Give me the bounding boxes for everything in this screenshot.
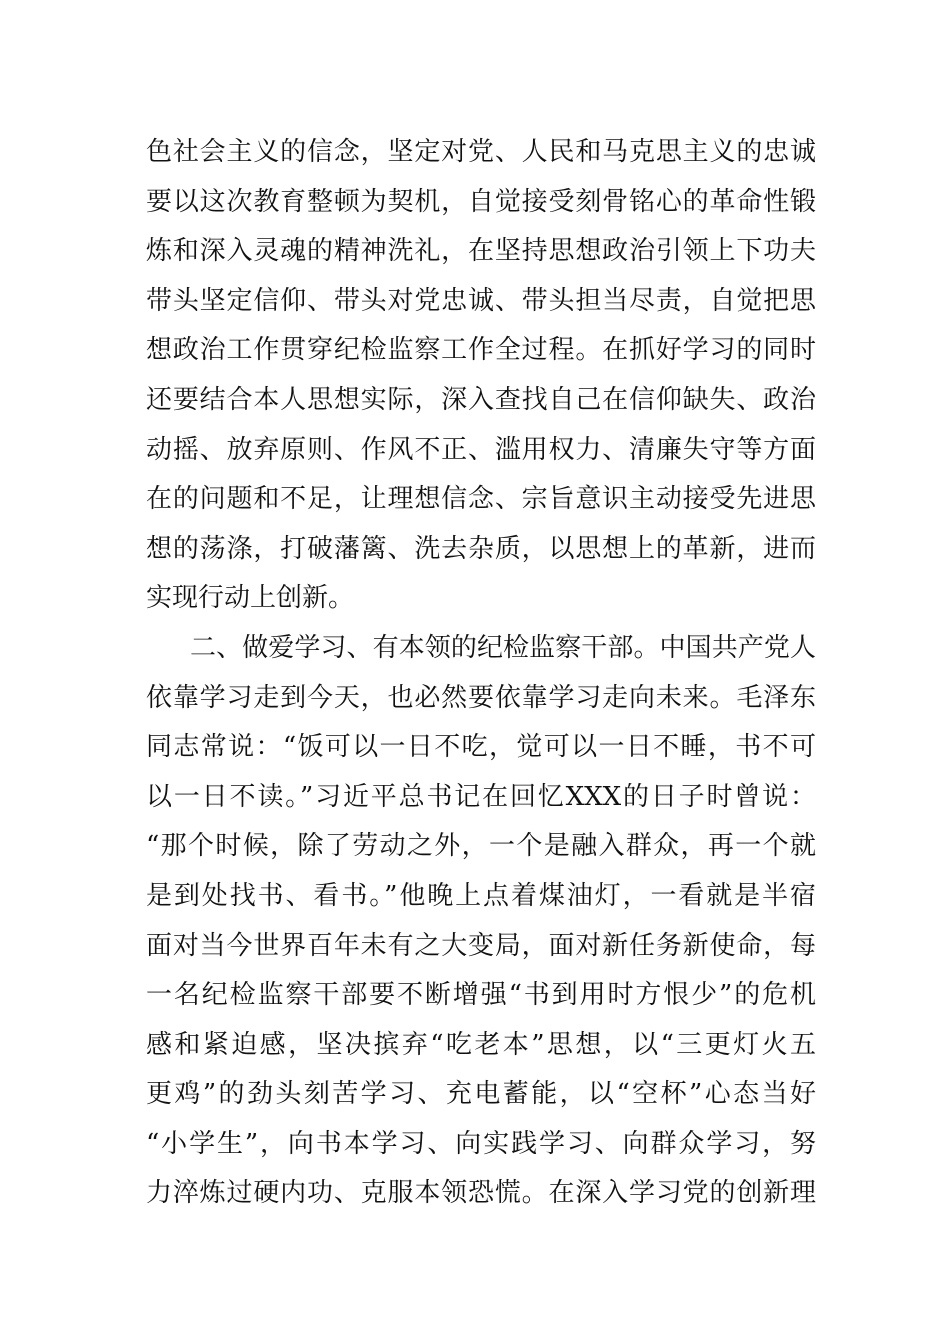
text-line: 在的问题和不足，让理想信念、宗旨意识主动接受先进思 [146,484,816,515]
text-line: 动摇、放弃原则、作风不正、滥用权力、清廉失守等方面 [146,434,816,465]
text-line: 还要结合本人思想实际，深入查找自己在信仰缺失、政治 [146,384,816,415]
text-line: “小学生”，向书本学习、向实践学习、向群众学习，努 [146,1128,816,1159]
text-line: 是到处找书、看书。”他晚上点着煤油灯，一看就是半宿 [146,880,816,911]
text-line: 感和紧迫感，坚决摈弃“吃老本”思想，以“三更灯火五 [146,1029,816,1060]
paragraph-end-line: 实现行动上创新。 [146,583,355,614]
text-line: 以一日不读。”习近平总书记在回忆XXX的日子时曾说： [146,781,816,812]
text-line: 同志常说：“饭可以一日不吃，觉可以一日不睡，书不可 [146,732,816,763]
text-line: 一名纪检监察干部要不断增强“书到用时方恨少”的危机 [146,980,816,1011]
section-heading-line: 二、做爱学习、有本领的纪检监察干部。中国共产党人 [190,632,816,663]
text-line: 要以这次教育整顿为契机，自觉接受刻骨铭心的革命性锻 [146,186,816,217]
text-line: 想政治工作贯穿纪检监察工作全过程。在抓好学习的同时 [146,335,816,366]
text-line: 更鸡”的劲头刻苦学习、充电蓄能，以“空杯”心态当好 [146,1079,816,1110]
text-line: “那个时候，除了劳动之外，一个是融入群众，再一个就 [146,831,816,862]
text-line: 面对当今世界百年未有之大变局，面对新任务新使命，每 [146,930,816,961]
text-line: 带头坚定信仰、带头对党忠诚、带头担当尽责，自觉把思 [146,285,816,316]
text-line: 想的荡涤，打破藩篱、洗去杂质，以思想上的革新，进而 [146,533,816,564]
text-line: 依靠学习走到今天，也必然要依靠学习走向未来。毛泽东 [146,682,816,713]
text-line: 色社会主义的信念，坚定对党、人民和马克思主义的忠诚 [146,137,816,167]
body-text [146,128,816,1219]
text-line: 力淬炼过硬内功、克服本领恐慌。在深入学习党的创新理 [146,1178,816,1209]
text-line: 炼和深入灵魂的精神洗礼，在坚持思想政治引领上下功夫 [146,236,816,267]
